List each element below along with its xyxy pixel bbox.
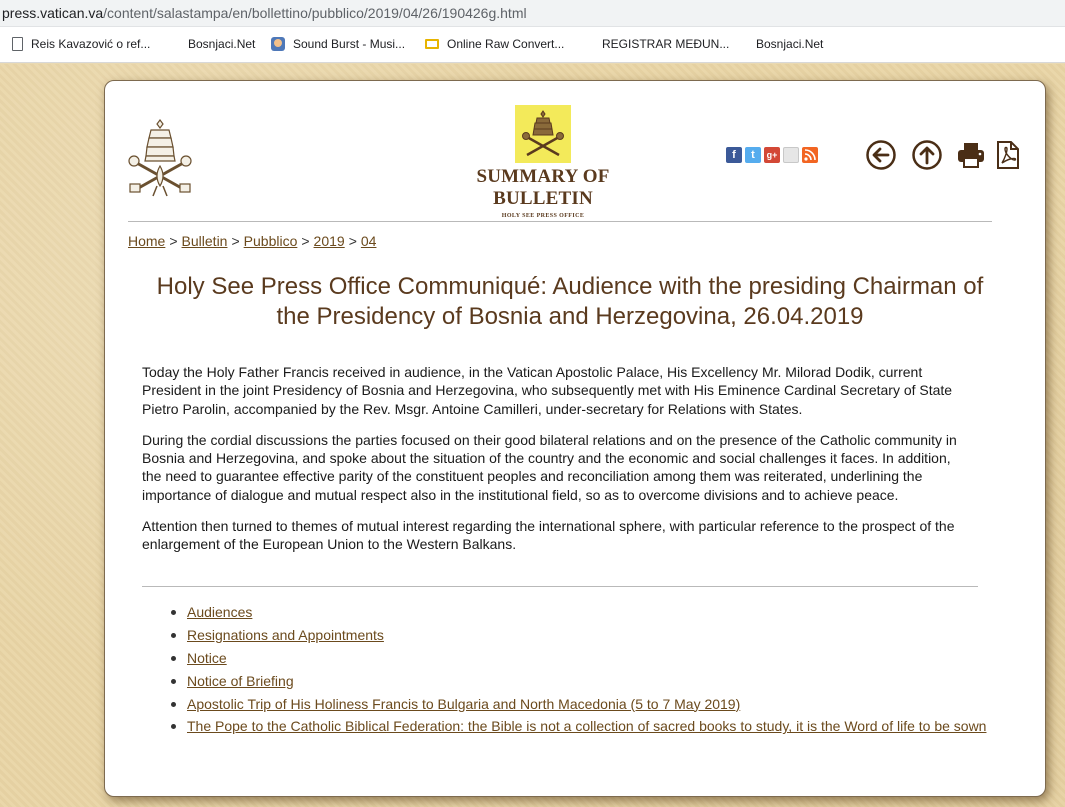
- breadcrumb-pubblico[interactable]: Pubblico: [243, 233, 298, 249]
- list-item: [167, 603, 987, 621]
- bookmark-label: Sound Burst - Musi...: [293, 37, 406, 51]
- breadcrumb-separator: >: [231, 233, 240, 249]
- soundburst-icon: [271, 37, 285, 51]
- article-paragraph: Attention then turned to themes of mutual interest regarding the international sphere, with particular reference to the prospect of the enlargement of the European Union to the Western Balkans.: [142, 518, 955, 553]
- back-arrow-icon[interactable]: [865, 139, 897, 171]
- list-item: [167, 672, 987, 690]
- list-item: [167, 649, 987, 667]
- bookmarks-bar: [0, 27, 1065, 63]
- breadcrumb-home[interactable]: Home: [128, 233, 166, 249]
- bookmark-item[interactable]: [756, 37, 823, 51]
- address-bar[interactable]: [0, 0, 1065, 27]
- breadcrumb: [128, 233, 376, 249]
- raw-converter-icon: [425, 39, 439, 49]
- bookmark-item[interactable]: [602, 37, 729, 51]
- related-link[interactable]: Audiences: [187, 604, 253, 620]
- bookmark-label: Reis Kavazović o ref...: [31, 37, 151, 51]
- url-host: press.vatican.va: [2, 5, 104, 21]
- bookmark-item[interactable]: [425, 37, 564, 51]
- email-icon[interactable]: [783, 147, 799, 163]
- tiara-keys-icon: [521, 109, 565, 159]
- related-link[interactable]: Apostolic Trip of His Holiness Francis to Bulgaria and North Macedonia (5 to 7 May 2019): [187, 695, 741, 712]
- breadcrumb-separator: >: [169, 233, 178, 249]
- article-paragraph: During the cordial discussions the parties focused on their good bilateral relations and on the presence of the Catholic community in Bosnia and Herzegovina, and spoke about the situation of the country and the economic and social challenges it faces. In addition, the need to guarantee effective parity of the constituent peoples and reconciliation among them was reiterated, underlining the importance of dialogue and mutual respect also in the institutional field, so as to overcome divisions and to achieve peace.: [142, 431, 957, 503]
- facebook-icon[interactable]: f: [726, 147, 742, 163]
- papal-crest-icon: [127, 118, 193, 198]
- rss-icon[interactable]: [802, 147, 818, 163]
- breadcrumb-bulletin[interactable]: Bulletin: [181, 233, 228, 249]
- document-icon: [12, 37, 23, 51]
- breadcrumb-separator: >: [301, 233, 310, 249]
- related-link[interactable]: The Pope to the Catholic Biblical Federation: the Bible is not a collection of sacred books to study, it is the Word of life to be sown: [187, 718, 987, 735]
- list-item: [167, 626, 987, 644]
- social-share-bar: [726, 147, 818, 163]
- pdf-icon[interactable]: [995, 140, 1021, 170]
- breadcrumb-year[interactable]: 2019: [313, 233, 345, 249]
- google-plus-icon[interactable]: g+: [764, 147, 780, 163]
- url-path: /content/salastampa/en/bollettino/pubblico/2019/04/26/190426g.html: [103, 5, 527, 21]
- related-link[interactable]: Notice of Briefing: [187, 672, 294, 689]
- breadcrumb-separator: >: [348, 233, 357, 249]
- page-title: SUMMARY OF BULLETIN: [476, 166, 610, 209]
- up-arrow-icon[interactable]: [911, 139, 943, 171]
- article-body: [142, 363, 972, 567]
- bulletin-header: [425, 105, 661, 219]
- related-link[interactable]: Notice: [187, 649, 227, 666]
- page-tools: [865, 139, 1021, 171]
- bookmark-label: Bosnjaci.Net: [188, 37, 256, 51]
- body-divider: [142, 586, 978, 587]
- article-title: Holy See Press Office Communiqué: Audience with the presiding Chairman of the Presidency of Bosnia and Herzegovina, 26.04.2019: [156, 273, 984, 330]
- article-paragraph: Today the Holy Father Francis received in audience, in the Vatican Apostolic Palace, His Excellency Mr. Milorad Dodik, current President in the joint Presidency of Bosnia and Herzegovina, who subsequently met with His Eminence Cardinal Secretary of State Pietro Parolin, accompanied by the Rev. Msgr. Antoine Camilleri, under-secretary for Relations with States.: [142, 364, 953, 417]
- bulletin-card: [104, 80, 1046, 797]
- list-item: [167, 695, 987, 713]
- related-link[interactable]: Resignations and Appointments: [187, 626, 384, 643]
- related-links-list: [167, 603, 987, 740]
- bookmark-item[interactable]: [12, 37, 150, 51]
- bookmark-item[interactable]: [271, 37, 405, 51]
- twitter-icon[interactable]: t: [745, 147, 761, 163]
- header-divider: [128, 221, 992, 222]
- list-item: [167, 717, 987, 735]
- page-subtitle: HOLY SEE PRESS OFFICE: [501, 213, 585, 219]
- print-icon[interactable]: [956, 140, 986, 170]
- bookmark-label: Bosnjaci.Net: [756, 37, 824, 51]
- holy-see-emblem: [515, 105, 571, 163]
- bookmark-label: Online Raw Convert...: [447, 37, 565, 51]
- bookmark-label: REGISTRAR MEĐUN...: [602, 37, 730, 51]
- bookmark-item[interactable]: [188, 37, 255, 51]
- breadcrumb-month[interactable]: 04: [360, 233, 377, 249]
